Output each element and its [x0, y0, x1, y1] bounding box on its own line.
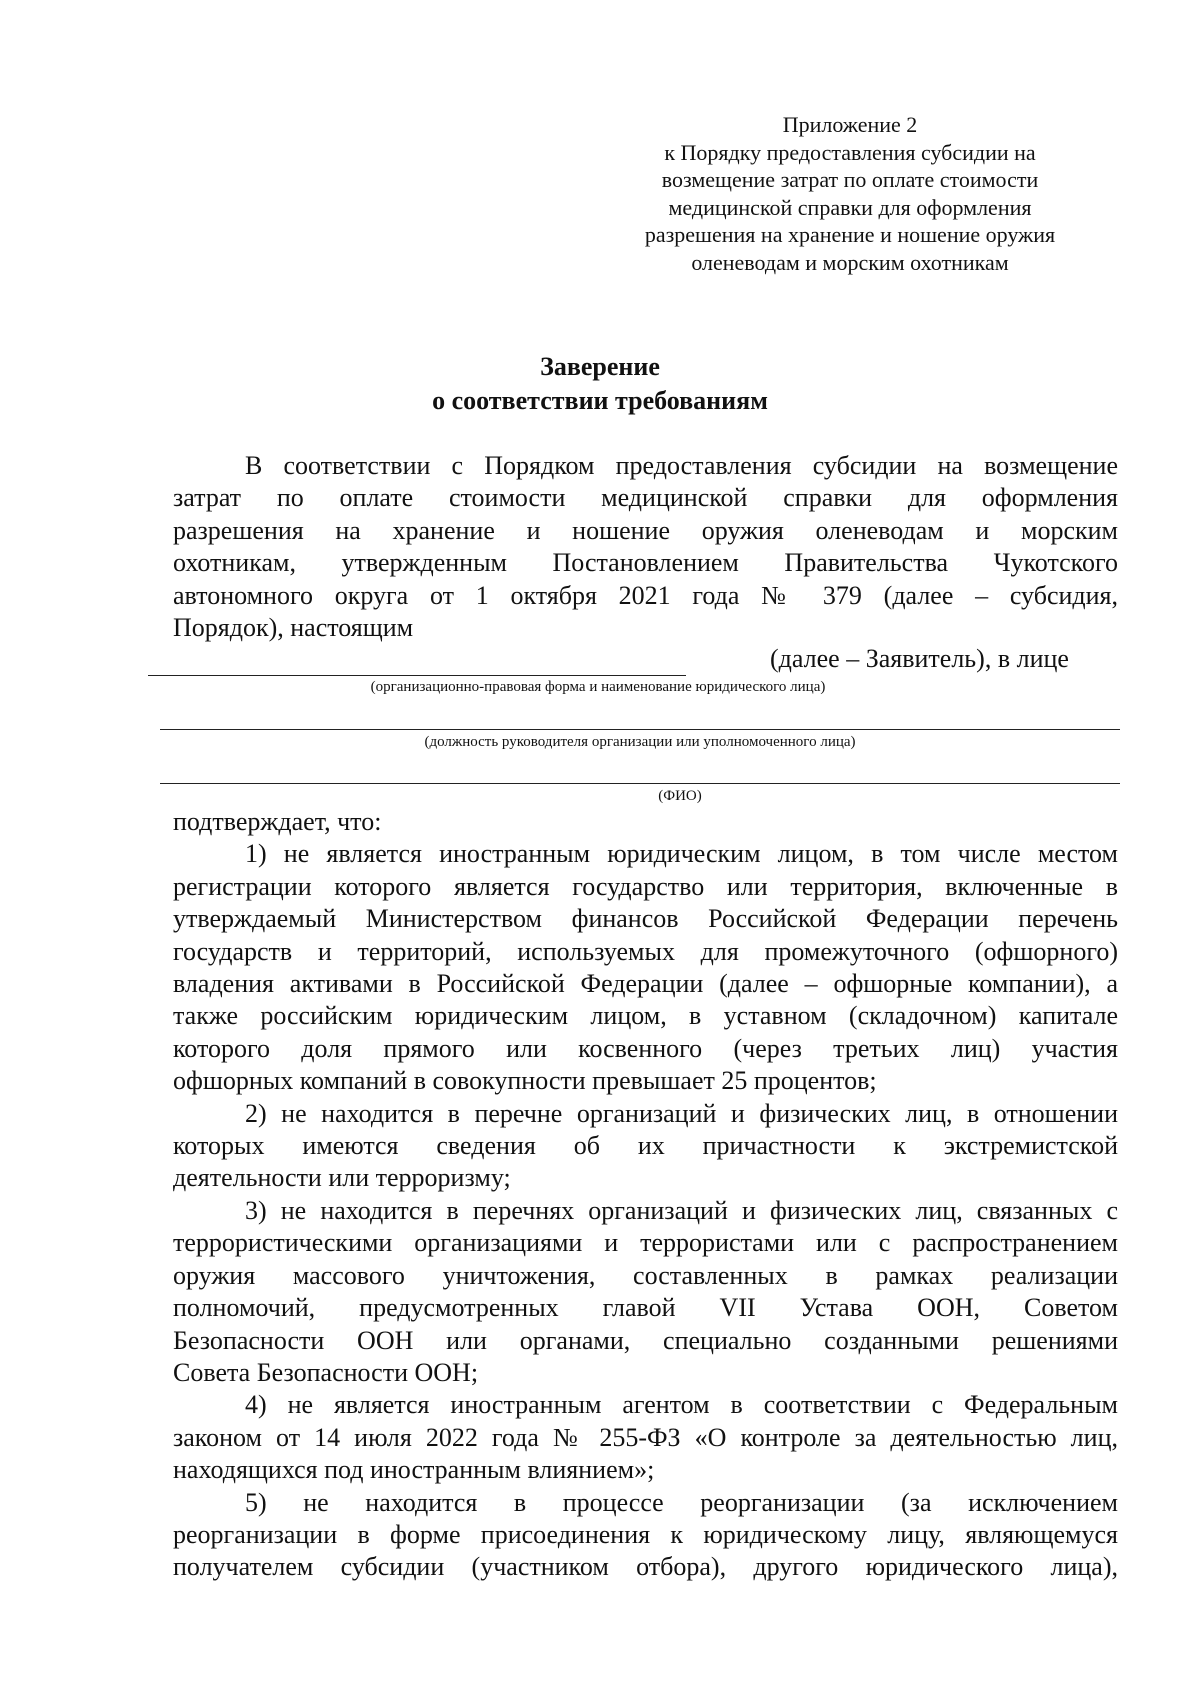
appendix-line: возмещение затрат по оплате стоимости — [661, 167, 1039, 193]
intro-line: Порядок), настоящим — [173, 613, 414, 643]
title-line-1: Заверение — [540, 352, 660, 381]
intro-line: автономного округа от 1 октября 2021 года № 379 (далее – субсидия, — [173, 580, 1118, 610]
position-field-line[interactable] — [160, 729, 1120, 730]
list-item-3: 3) не находится в перечнях организаций и физических лиц, связанных с террористическими организациями и террористами или с распространением оружия массового уничтожения, составленных в рамках реализации полномочий, предусмотренных главой VII Устава ООН, Советом Безопасности ООН или органами, специально созданными решениями Совета Безопасности ООН; — [173, 1195, 1118, 1387]
intro-line: затрат по оплате стоимости медицинской справки для оформления — [173, 483, 1118, 513]
intro-line: охотникам, утвержденным Постановлением Правительства Чукотского — [173, 548, 1118, 578]
appendix-header — [600, 111, 1100, 277]
applicant-suffix: (далее – Заявитель), в лице — [770, 644, 1069, 673]
intro-line: разрешения на хранение и ношение оружия оленеводам и морским — [173, 515, 1118, 545]
confirmation-section — [173, 806, 1118, 1584]
appendix-line: разрешения на хранение и ношение оружия — [644, 222, 1056, 248]
position-caption: (должность руководителя организации или уполномоченного лица) — [424, 734, 856, 750]
list-item-2: 2) не находится в перечне организаций и физических лиц, в отношении которых имеются сведения об их причастности к экстремистской деятельности или терроризму; — [173, 1098, 1118, 1193]
document-title — [0, 350, 1200, 418]
title-line-2: о соответствии требованиям — [432, 386, 768, 415]
confirms-line: подтверждает, что: — [173, 807, 382, 836]
org-name-field-line[interactable] — [148, 675, 686, 676]
appendix-line: к Порядку предоставления субсидии на — [664, 139, 1036, 165]
list-item-5: 5) не находится в процессе реорганизации (за исключением реорганизации в форме присоединения к юридическому лицу, являющемуся получателем субсидии (участником отбора), другого юридического лица), — [173, 1487, 1118, 1582]
intro-paragraph — [173, 450, 1118, 644]
intro-line: В соответствии с Порядком предоставления субсидии на возмещение — [245, 451, 1118, 480]
fio-caption: (ФИО) — [658, 788, 702, 804]
list-item-1: 1) не является иностранным юридическим лицом, в том числе местом регистрации которого является государство или территория, включенные в утверждаемый Министерством финансов Российской Федерации перечень государств и территорий, используемых для промежуточного (офшорного) владения активами в Российской Федерации (далее – офшорные компании), а также российским юридическим лицом, в уставном (складочном) капитале которого доля прямого или косвенного (через третьих лиц) участия офшорных компаний в совокупности превышает 25 процентов; — [173, 839, 1118, 1096]
org-name-caption: (организационно-правовая форма и наименование юридического лица) — [370, 679, 826, 695]
list-item-4: 4) не является иностранным агентом в соответствии с Федеральным законом от 14 июля 2022 года № 255-ФЗ «О контроле за деятельностью лиц, находящихся под иностранным влиянием»; — [173, 1390, 1118, 1485]
fio-field-line[interactable] — [160, 783, 1120, 784]
appendix-line: Приложение 2 — [782, 112, 918, 137]
appendix-line: оленеводам и морским охотникам — [691, 249, 1009, 275]
appendix-line: медицинской справки для оформления — [668, 194, 1032, 220]
